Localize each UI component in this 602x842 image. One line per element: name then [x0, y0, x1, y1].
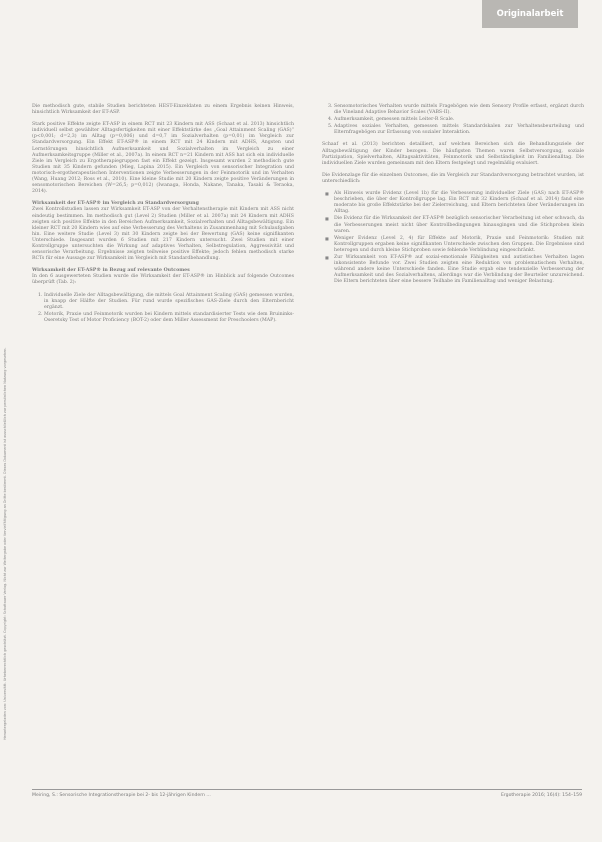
paragraph: Die methodisch gute, stabile Studien berichteten HEST-Einzeldaten zu einem Ergebnis keinen Hinweis, hinsichtlich Wirksamkeit der ET-ASP.	[32, 104, 294, 116]
section-heading: Wirksamkeit der ET-ASP® in Bezug auf relevante Outcomes	[32, 268, 190, 274]
bullet-list	[322, 191, 584, 285]
paragraph: Stark positive Effekte zeigte ET-ASP in einem RCT mit 23 Kindern mit ASS (Schaat et al. 2013) hinsichtlich individuell selbst gewählter Alltagsfertigkeiten mit einer Effektstärke des „Goal Attainment Scaling (GAS)“ (p<0,001; d=2,3) im Alltag (p=0,006) und d=0,7 im Sozialverhalten (p=0,01) im Vergleich zur Standardversorgung. Ein Effekt ET-ASP® in einem RCT mit 24 Kindern mit ADHS, Angsten und Lernstörungen hinsichtlich Aufmerksamkeit und Sozialverhalten im Vergleich zu einer Aufmerksamkeitsgruppe (Miller et al., 2007a). In einem RCT n=21 Kindern mit ASS hat sich ein individuelle Ziele im Vergleich zu Ergotherapiegruppen fast ein Effekt gezeigt. Insgesamt wurden 2 methodisch gute Studien mit 35 Kindern gefunden (Mieg, Lapina 2015). Ein Vergleich von sensorischer Integration und motorisch-ergotherapeutischen Interventionen zeigte Verbesserungen in der Feinmotorik und im Verhalten (Wang, Huang 2012; Ross et al., 2010). Eine kleine Studie mit 20 Kindern zeigte positive Veränderungen in sensomotorischen Bereichen (W=26,5; p=0,012) (Iwanaga, Honda, Nakane, Tanaka, Tasaki & Teraoka, 2014).	[32, 122, 294, 195]
paragraph: Die Evidenzlage für die einzelnen Outcomes, die im Vergleich zur Standardversorgung betrachtet wurden, ist unterschiedlich:	[322, 172, 584, 184]
numbered-list	[32, 293, 294, 324]
section-tab	[482, 0, 578, 28]
page-footer	[32, 789, 582, 798]
paragraph: Schaaf et al. (2013) berichten detailliert, auf welchen Bereichen sich die Behandlungsziele der Alltagsbewältigung der Kinder bezogen. Die häufigsten Themen waren Selbstversorgung, soziale Partizipation, Spielverhalten, Alltagsaktivitäten, Feinmotorik und Selbständigkeit im Familienalltag. Die individuellen Ziele wurden gemeinsam mit den Eltern festgelegt und regelmäßig evaluiert.	[322, 142, 584, 166]
list-item: 1. Individuelle Ziele der Alltagsbewältigung, die mittels Goal Attainment Scaling (GAS) gemessen wurden, in knapp der Hälfte der Studien. Für rund wurde spezifisches GAS-Ziele durch den Elternbericht ergänzt.	[44, 293, 294, 311]
list-item: 2. Motorik, Praxie und Feinmotorik wurden bei Kindern mittels standardisierter Tests wie dem Bruininks-Oseretsky Test of Motor Proficiency (BOT-2) oder dem Miller Assessment for Preschoolers (MAP).	[44, 312, 294, 324]
copyright-sidebar-note: Heruntergeladen von: Universität. Urheberrechtlich geschützt. Copyright: Schattauer Verlag. Nicht zur Weitergabe oder Vervielfältigung an Dritte bestimmt. Dieses Dokument ist ausschließlich zur persönlichen Nutzung vorgesehen.	[3, 347, 7, 740]
paragraph: In den 6 ausgewerteten Studien wurde die Wirksamkeit der ET-ASP® im Hinblick auf folgende Outcomes überprüft (Tab. 2):	[32, 274, 294, 286]
list-item: 5. Adaptives soziales Verhalten, gemessen mittels Standardskalen zur Verhaltensbeurteilung und Elternfragebögen zur Erfassung von sozialer Interaktion.	[334, 124, 584, 136]
left-column	[32, 104, 294, 330]
footer-journal: Ergotherapie 2016; 16(4): 154–159	[500, 793, 582, 798]
bullet-item: ■ Als Hinweis wurde Evidenz (Level 1b) für die Verbesserung individueller Ziele (GAS) nach ET-ASP® beschrieben, die über der Kontrollgruppe lag. Ein RCT mit 32 Kindern (Schaaf et al. 2014) fand eine moderate bis große Effektstärke bei der Zielerreichung, und Eltern berichteten über Veränderungen im Alltag.	[334, 191, 584, 215]
right-column	[322, 104, 584, 291]
numbered-list	[322, 104, 584, 136]
list-item: 4. Aufmerksamkeit, gemessen mittels Leiter-R Scale.	[334, 117, 584, 123]
footer-citation: Meiring, S.: Sensorische Integrationstherapie bei 2- bis 12-jährigen Kindern ...	[32, 793, 211, 798]
section-tab-label: Originalarbeit	[496, 9, 564, 19]
bullet-item: ■ Die Evidenz für die Wirksamkeit der ET-ASP® bezüglich sensorischer Verarbeitung ist eher schwach, da die Verbesserungen meist nicht über Kontrollbedingungen hinausgingen und die Stichproben klein waren.	[334, 216, 584, 234]
bullet-item: ■ Zur Wirksamkeit von ET-ASP® auf sozial-emotionale Fähigkeiten und autistisches Verhalten lagen inkonsistente Befunde vor. Zwei Studien zeigten eine Reduktion von problematischem Verhalten, während andere keine Unterschiede fanden. Eine Studie ergab eine tendenzielle Verbesserung der Aufmerksamkeit und des Sozialverhaltens, allerdings war die Verblindung der Beurteiler unzureichend. Die Eltern berichteten über eine bessere Teilhabe im Familienalltag und weniger Belastung.	[334, 255, 584, 285]
list-item: 3. Sensomotorisches Verhalten wurde mittels Fragebögen wie dem Sensory Profile erfasst, ergänzt durch die Vineland Adaptive Behavior Scales (VABS-II).	[334, 104, 584, 116]
bullet-item: ■ Weniger Evidenz (Level 2, 4) für Effekte auf Motorik, Praxie und Feinmotorik: Studien mit Kontrollgruppen ergaben keine signifikanten Unterschiede zwischen den Gruppen. Die Ergebnisse sind heterogen und durch kleine Stichproben sowie fehlende Verblindung eingeschränkt.	[334, 236, 584, 254]
paragraph: Zwei Kontrollstudien lassen zur Wirksamkeit ET-ASP von der Verhaltenstherapie mit Kindern mit ASS nicht eindeutig bestimmen. Im methodisch gut (Level 2) Studien (Miller et al. 2007a) mit 24 Kindern mit ADHS zeigten sich positive Effekte in den Bereichen Aufmerksamkeit, Sozialverhalten und Alltagsbewältigung. Ein kleiner RCT mit 20 Kindern wies auf eine Verbesserung des Verhaltens in Zusammenhang mit Schulaufgaben hin. Eine weitere Studie (Level 3) mit 30 Kindern zeigte bei der Bewertung (GAS) keine signifikanten Unterschiede. Insgesamt wurden 6 Studien mit 217 Kindern untersucht. Zwei Studien mit einer Kontrollgruppe untersuchten die Wirkung auf adaptives Verhalten, Selbstregulation, Aggressivität und sensorische Verarbeitung. Ergebnisse zeigten teilweise positive Effekte; jedoch fehlen methodisch starke RCTs für eine Aussage zur Wirksamkeit im Vergleich mit Standardbehandlung.	[32, 207, 294, 262]
section-heading: Wirksamkeit der ET-ASP® im Vergleich zu Standardversorgung	[32, 201, 199, 207]
